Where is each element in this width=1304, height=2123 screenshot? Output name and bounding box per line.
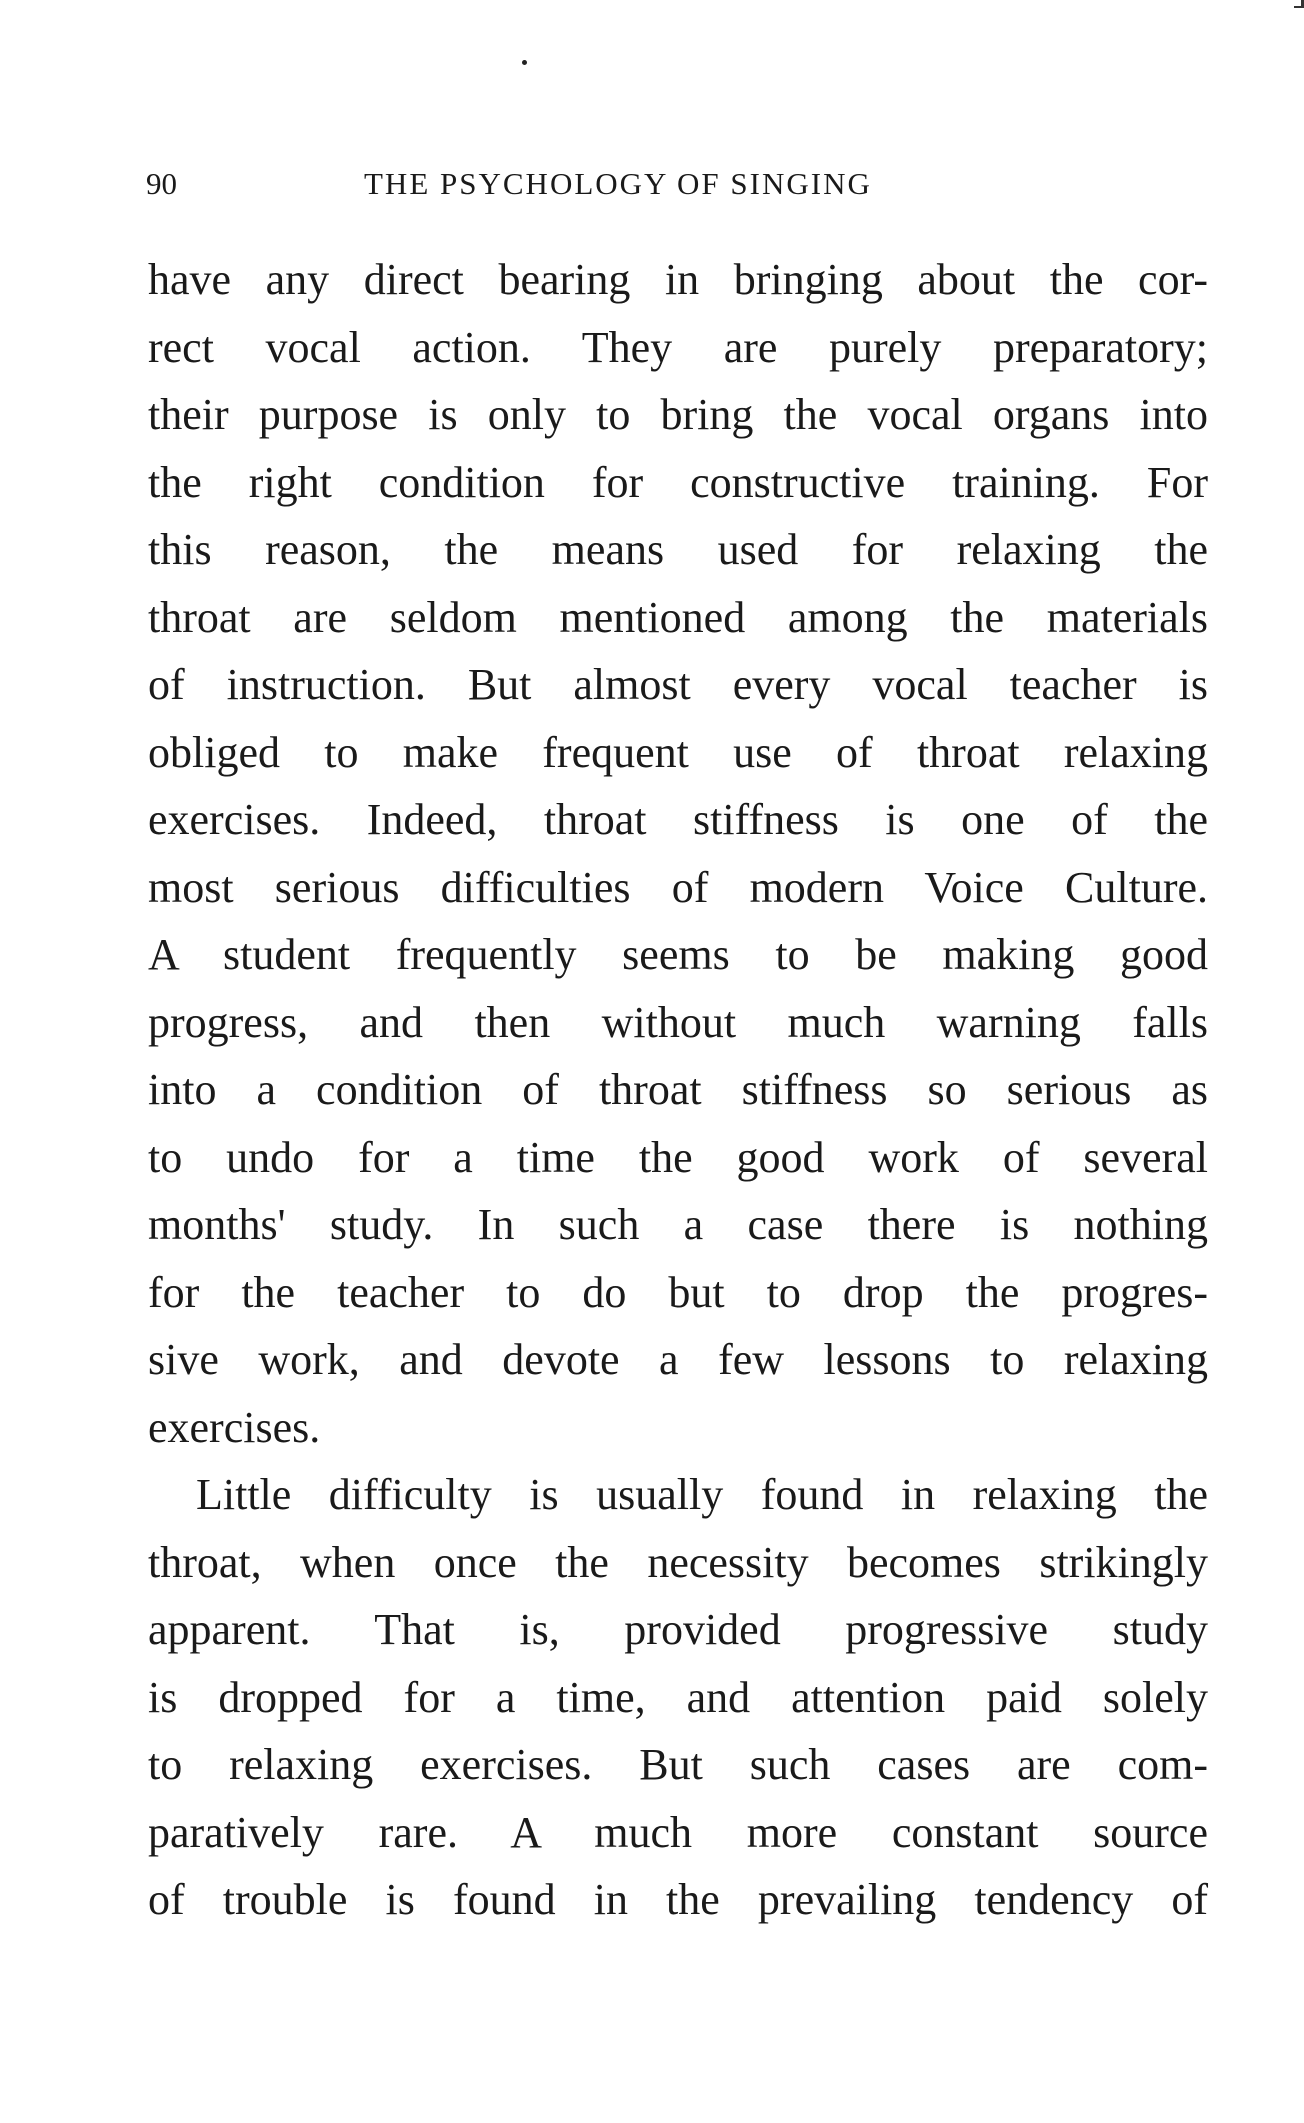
text-line: of trouble is found in the prevailing tendency of	[148, 1875, 1208, 1924]
page-number: 90	[146, 166, 177, 201]
text-line: Little difficulty is usually found in relaxing the	[196, 1470, 1208, 1519]
text-line: obliged to make frequent use of throat relaxing	[148, 727, 1208, 777]
text-line: paratively rare. A much more constant source	[148, 1807, 1208, 1857]
text-line: into a condition of throat stiffness so serious as	[148, 1065, 1208, 1114]
text-line: to undo for a time the good work of several	[148, 1132, 1208, 1182]
running-title: THE PSYCHOLOGY OF SINGING	[364, 166, 872, 201]
text-line: apparent. That is, provided progressive study	[148, 1605, 1208, 1654]
scan-corner-mark	[1294, 0, 1304, 8]
text-line: most serious difficulties of modern Voice Culture.	[148, 862, 1208, 912]
text-line: progress, and then without much warning falls	[148, 997, 1208, 1047]
text-line: throat, when once the necessity becomes strikingly	[148, 1537, 1208, 1587]
text-line: this reason, the means used for relaxing the	[148, 525, 1208, 574]
text-line: exercises. Indeed, throat stiffness is one of the	[148, 795, 1208, 844]
text-line: to relaxing exercises. But such cases are com-	[148, 1740, 1208, 1789]
text-line: their purpose is only to bring the vocal organs into	[148, 390, 1208, 439]
paragraph-2	[148, 1461, 1208, 1934]
text-line: A student frequently seems to be making good	[148, 930, 1208, 979]
text-line: the right condition for constructive training. For	[148, 457, 1208, 507]
body-text	[148, 246, 1208, 1934]
ink-speck	[522, 60, 527, 65]
text-line: sive work, and devote a few lessons to relaxing	[148, 1335, 1208, 1384]
text-line: throat are seldom mentioned among the materials	[148, 592, 1208, 642]
text-line: for the teacher to do but to drop the progres-	[148, 1267, 1208, 1317]
text-line: of instruction. But almost every vocal teacher is	[148, 660, 1208, 709]
text-line: have any direct bearing in bringing about the cor-	[148, 255, 1208, 304]
text-line: is dropped for a time, and attention paid solely	[148, 1672, 1208, 1722]
paragraph-1	[148, 246, 1208, 1461]
text-line: months' study. In such a case there is nothing	[148, 1200, 1208, 1249]
text-line: exercises.	[148, 1402, 321, 1452]
running-head	[146, 166, 986, 210]
text-line: rect vocal action. They are purely preparatory;	[148, 322, 1208, 372]
